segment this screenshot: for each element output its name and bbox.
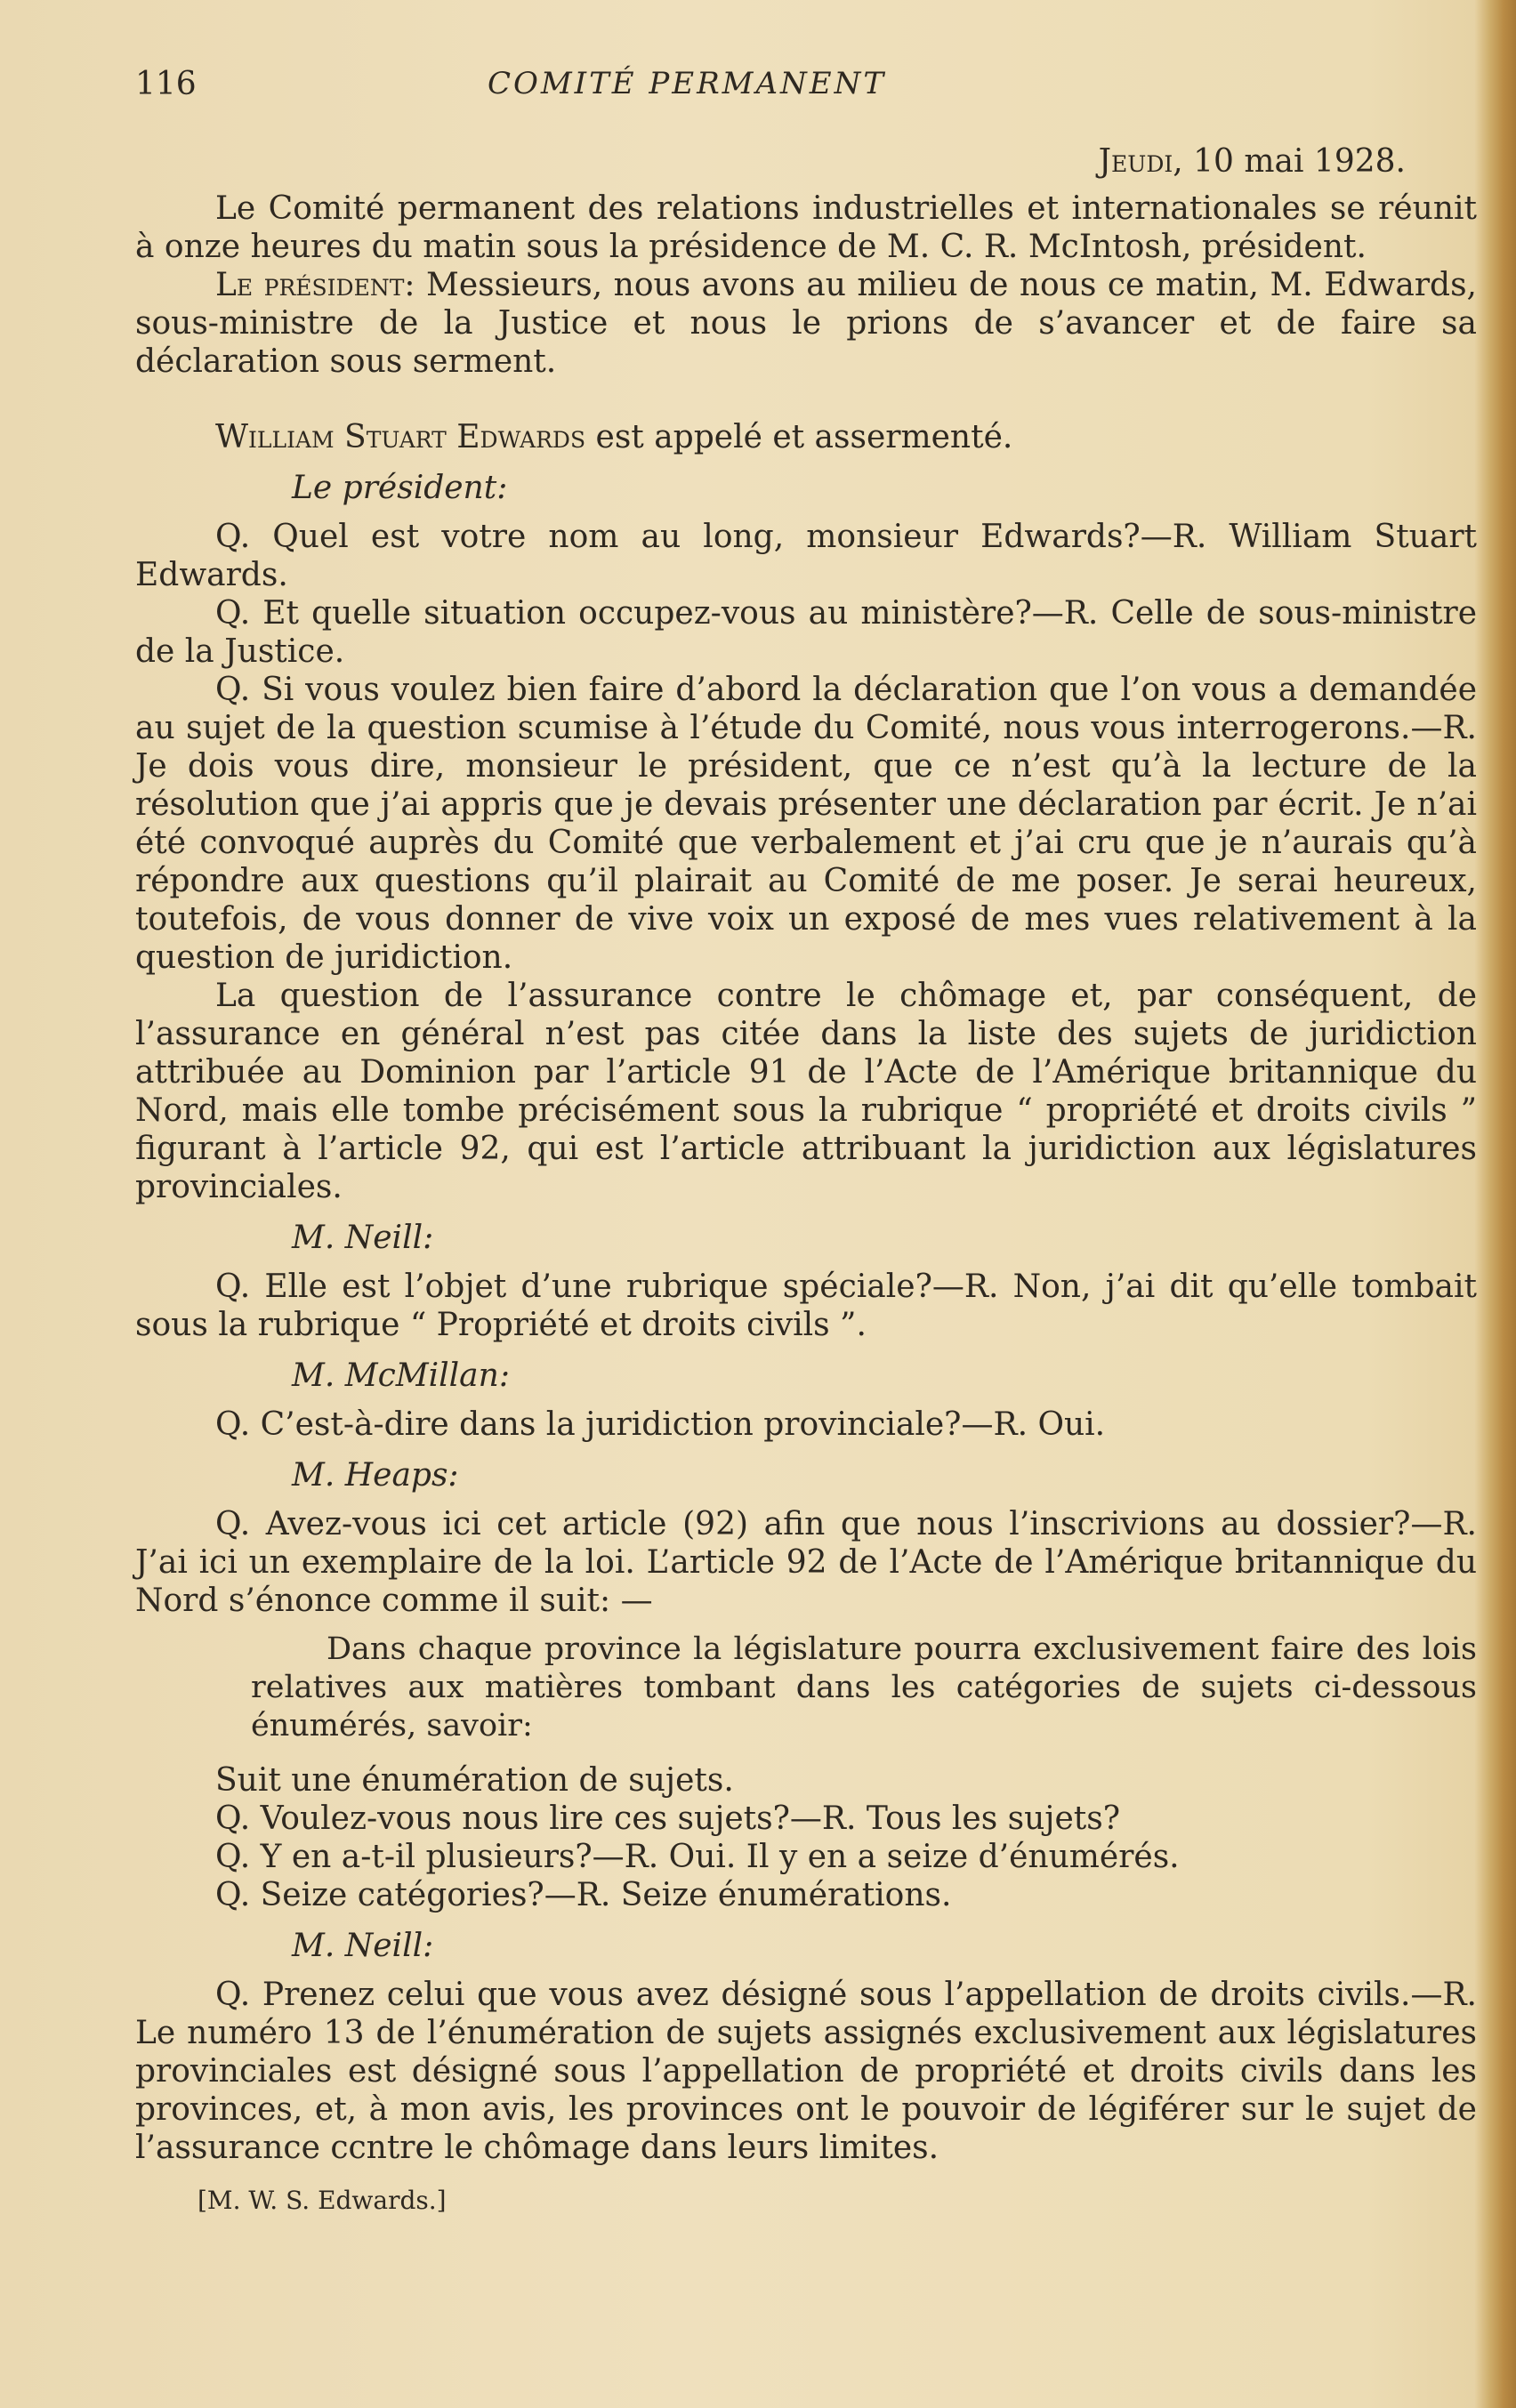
- speaker-label: M. Heaps:: [292, 1457, 459, 1494]
- speaker-label: Le président:: [292, 470, 508, 506]
- page-header: [135, 66, 1416, 119]
- block-quote: Dans chaque province la législature pourra exclusivement faire des lois relatives aux matières tombant dans les catégories de sujets ci-dessous énumérés, savoir:: [251, 1631, 1477, 1744]
- date-day: Jeudi: [1098, 143, 1173, 180]
- page-body: [135, 142, 1477, 2219]
- president-label: Le président: [215, 267, 405, 303]
- question-answer: Q. Quel est votre nom au long, monsieur Edwards?—R. William Stuart Edwards.: [135, 519, 1477, 593]
- footer-signature: [M. W. S. Edwards.]: [198, 2186, 447, 2215]
- page-number: 116: [135, 66, 197, 102]
- president-intro: [135, 266, 1477, 381]
- date-rest: , 10 mai 1928.: [1173, 143, 1406, 180]
- testimony: [135, 469, 1477, 2167]
- witness-line: [135, 418, 1477, 456]
- question-answer: Q. Seize catégories?—R. Seize énumérations.: [215, 1877, 952, 1913]
- question-answer: Q. Prenez celui que vous avez désigné sous l’appellation de droits civils.—R. Le numéro 13 de l’énumération de sujets assignés exclusivement aux législatures provinciales est désigné sous l’appellation de propriété et droits civils dans les provinces, et, à mon avis, les provinces ont le pouvoir de légiférer sur le sujet de l’assurance ccntre le chômage dans leurs limites.: [135, 1977, 1477, 2166]
- president-intro-text: : Messieurs, nous avons au milieu de nous ce matin, M. Edwards, sous-ministre de la Justice et nous le prions de s’avancer et de faire sa déclaration sous serment.: [135, 267, 1477, 380]
- date-line: [135, 142, 1477, 181]
- question-answer: Q. C’est-à-dire dans la juridiction provinciale?—R. Oui.: [215, 1406, 1106, 1443]
- question-answer: Q. Et quelle situation occupez-vous au ministère?—R. Celle de sous-ministre de la Justice.: [135, 595, 1477, 670]
- intro-paragraph: Le Comité permanent des relations industrielles et internationales se réunit à onze heures du matin sous la présidence de M. C. R. McIntosh, président.: [135, 190, 1477, 265]
- question-answer: Q. Y en a-t-il plusieurs?—R. Oui. Il y en a seize d’énumérés.: [215, 1839, 1180, 1875]
- question-answer: Q. Voulez-vous nous lire ces sujets?—R. Tous les sujets?: [215, 1800, 1121, 1837]
- question-answer: Q. Si vous voulez bien faire d’abord la déclaration que l’on vous a demandée au sujet de la question scumise à l’étude du Comité, nous vous interrogerons.—R. Je dois vous dire, monsieur le président, que ce n’est qu’à la lecture de la résolution que j’ai appris que je devais présenter une déclaration par écrit. Je n’ai été convoqué auprès du Comité que verbalement et j’ai cru que je n’aurais qu’à répondre aux questions qu’il plairait au Comité de me poser. Je serai heureux, toutefois, de vous donner de vive voix un exposé de mes vues relativement à la question de juridiction.: [135, 672, 1477, 976]
- speaker-label: M. Neill:: [292, 1220, 434, 1256]
- speaker-label: M. McMillan:: [292, 1357, 510, 1394]
- page-edge: [1475, 0, 1516, 2408]
- speaker-label: M. Neill:: [292, 1928, 434, 1964]
- question-answer: Q. Elle est l’objet d’une rubrique spéciale?—R. Non, j’ai dit qu’elle tombait sous la rubrique “ Propriété et droits civils ”.: [135, 1268, 1477, 1343]
- witness-name: William Stuart Edwards: [215, 419, 586, 455]
- paragraph: La question de l’assurance contre le chômage et, par conséquent, de l’assurance en général n’est pas citée dans la liste des sujets de juridiction attribuée au Dominion par l’article 91 de l’Acte de l’Amérique britannique du Nord, mais elle tombe précisément sous la rubrique “ propriété et droits civils ” figurant à l’article 92, qui est l’article attribuant la juridiction aux législatures provinciales.: [135, 978, 1477, 1205]
- paragraph: Suit une énumération de sujets.: [215, 1762, 734, 1799]
- question-answer: Q. Avez-vous ici cet article (92) afin que nous l’inscrivions au dossier?—R. J’ai ici un exemplaire de la loi. L’article 92 de l’Acte de l’Amérique britannique du Nord s’énonce comme il suit: —: [135, 1506, 1477, 1619]
- witness-text: est appelé et assermenté.: [585, 419, 1013, 455]
- running-head: COMITÉ PERMANENT: [487, 66, 887, 101]
